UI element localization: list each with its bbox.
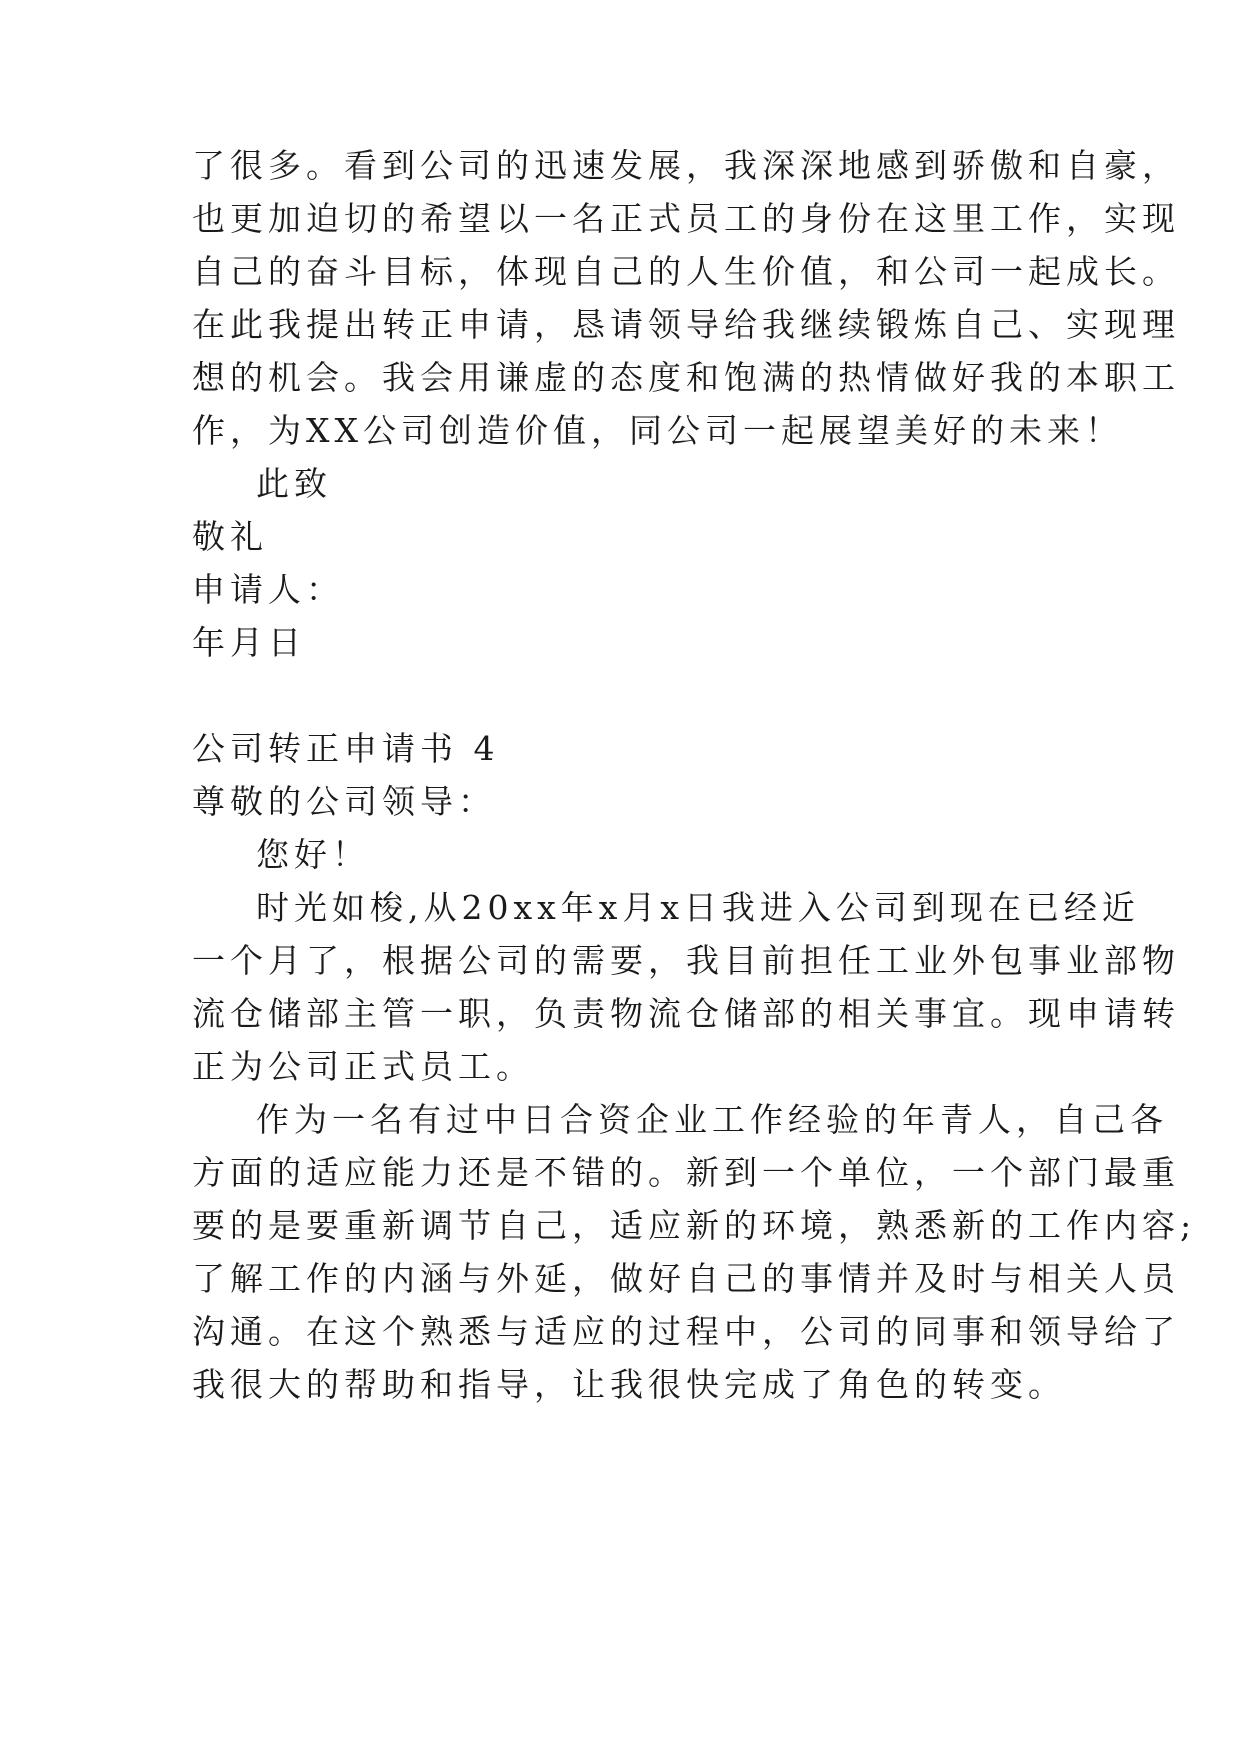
paragraph-line: 方面的适应能力还是不错的。新到一个单位，一个部门最重 — [192, 1153, 1180, 1192]
closing-regards: 敬礼 — [192, 517, 268, 556]
paragraph-line: 沟通。在这个熟悉与适应的过程中，公司的同事和领导给了 — [192, 1312, 1180, 1351]
section-title: 公司转正申请书 4 — [192, 729, 500, 768]
paragraph-line: 我很大的帮助和指导，让我很快完成了角色的转变。 — [192, 1365, 1066, 1404]
date-label: 年月日 — [192, 623, 306, 662]
paragraph-line: 作为一名有过中日合资企业工作经验的年青人，自己各 — [256, 1100, 1168, 1139]
body-line: 在此我提出转正申请，恳请领导给我继续锻炼自己、实现理 — [192, 305, 1180, 344]
applicant-label: 申请人： — [192, 570, 344, 609]
paragraph-line: 正为公司正式员工。 — [192, 1047, 534, 1086]
body-line: 想的机会。我会用谦虚的态度和饱满的热情做好我的本职工 — [192, 358, 1180, 397]
paragraph-line: 一个月了，根据公司的需要，我目前担任工业外包事业部物 — [192, 941, 1180, 980]
body-line: 作，为XX公司创造价值，同公司一起展望美好的未来！ — [192, 411, 1123, 450]
greeting: 您好！ — [256, 835, 370, 874]
body-line: 也更加迫切的希望以一名正式员工的身份在这里工作，实现 — [192, 199, 1180, 238]
body-line: 了很多。看到公司的迅速发展，我深深地感到骄傲和自豪， — [192, 146, 1180, 185]
paragraph-line: 流仓储部主管一职，负责物流仓储部的相关事宜。现申请转 — [192, 994, 1180, 1033]
closing-salute: 此致 — [256, 464, 332, 503]
paragraph-line: 要的是要重新调节自己，适应新的环境，熟悉新的工作内容; — [192, 1206, 1197, 1245]
body-line: 自己的奋斗目标，体现自己的人生价值，和公司一起成长。 — [192, 252, 1180, 291]
addressee: 尊敬的公司领导： — [192, 782, 496, 821]
paragraph-line: 了解工作的内涵与外延，做好自己的事情并及时与相关人员 — [192, 1259, 1180, 1298]
paragraph-line: 时光如梭,从20xx年x月x日我进入公司到现在已经近 — [256, 888, 1140, 927]
